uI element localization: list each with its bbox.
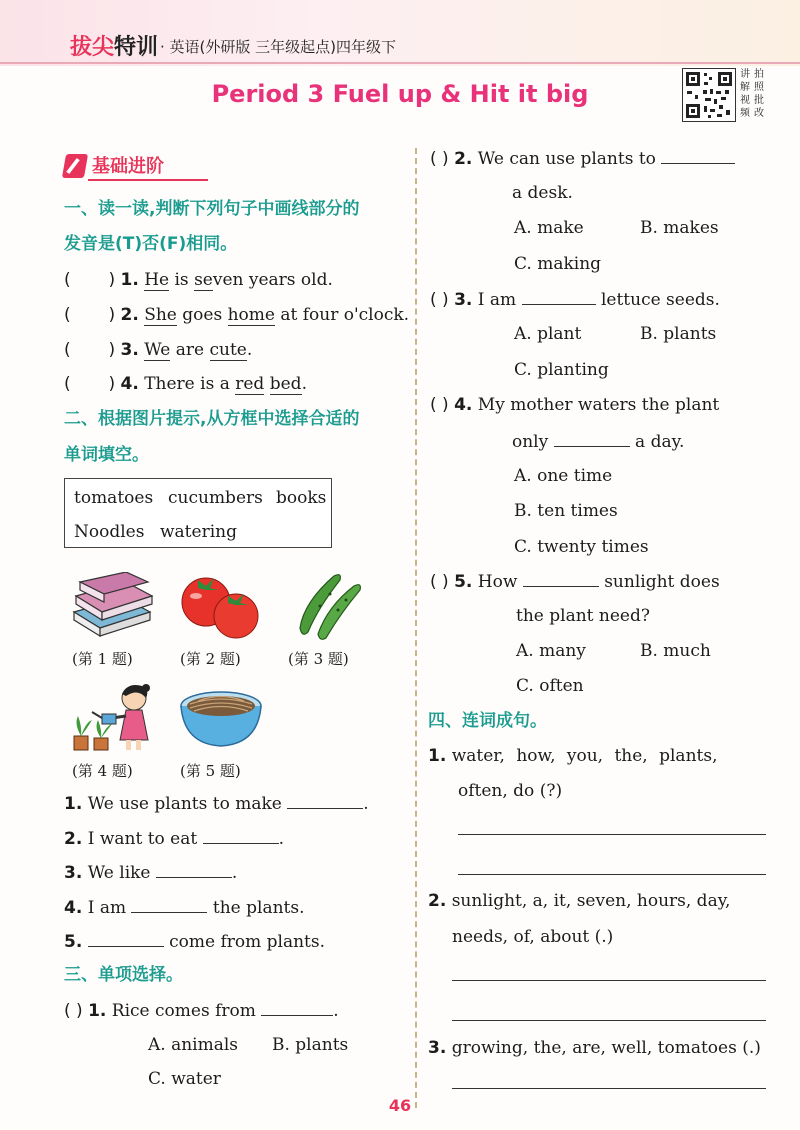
item-number: 2. bbox=[120, 305, 139, 325]
word-bank-word: Noodles bbox=[74, 522, 145, 542]
answer-blank bbox=[523, 570, 599, 587]
item-number: 4. bbox=[454, 395, 473, 415]
item-number: 3. bbox=[454, 290, 473, 310]
text: There is a bbox=[144, 374, 236, 394]
section2-heading-cont: 单词填空。 bbox=[64, 445, 149, 465]
qr-char: 批 bbox=[754, 95, 764, 106]
answer-paren[interactable]: ( ) bbox=[64, 340, 116, 360]
option-a[interactable]: A. plant bbox=[514, 324, 582, 344]
page-title: Period 3 Fuel up & Hit it big bbox=[211, 80, 589, 108]
underlined-word: He bbox=[144, 270, 170, 290]
answer-paren[interactable]: ( ) bbox=[64, 270, 116, 290]
word-bank-box bbox=[64, 478, 332, 548]
mc-question-4 bbox=[430, 394, 719, 416]
option-c[interactable]: C. often bbox=[516, 676, 584, 696]
option-b[interactable]: B. plants bbox=[640, 324, 717, 344]
text: is bbox=[169, 270, 195, 290]
section3-heading: 三、单项选择。 bbox=[64, 965, 183, 985]
answer-paren[interactable]: ( ) bbox=[430, 572, 449, 592]
word-bank-word: books bbox=[276, 488, 327, 508]
picture-caption-2: (第 2 题) bbox=[180, 650, 241, 668]
answer-blank bbox=[661, 147, 735, 164]
noodles-picture bbox=[178, 686, 264, 750]
text: lettuce seeds. bbox=[595, 290, 720, 310]
qr-char: 改 bbox=[754, 108, 764, 119]
item-number: 5. bbox=[454, 572, 473, 592]
fill-sentence-1 bbox=[64, 792, 369, 815]
answer-paren[interactable]: ( ) bbox=[64, 305, 116, 325]
word-bank-word: cucumbers bbox=[168, 488, 263, 508]
answer-line[interactable] bbox=[458, 834, 766, 835]
reorder-item-3 bbox=[428, 1037, 761, 1059]
answer-blank bbox=[261, 999, 333, 1016]
fill-sentence-2 bbox=[64, 827, 284, 850]
word-list: water, how, you, the, plants, bbox=[451, 746, 718, 766]
answer-line[interactable] bbox=[458, 874, 766, 875]
question-stem: We can use plants to bbox=[477, 149, 662, 169]
word-list-cont: needs, of, about (.) bbox=[452, 927, 614, 947]
text: ven years old. bbox=[212, 270, 333, 290]
item-number: 3. bbox=[64, 863, 83, 883]
question-stem-cont: a desk. bbox=[512, 183, 573, 203]
girl-watering-picture bbox=[68, 680, 160, 756]
badge-underline bbox=[88, 179, 208, 181]
qr-char: 解 bbox=[740, 82, 750, 93]
judge-item-4 bbox=[64, 373, 307, 395]
option-c[interactable]: C. planting bbox=[514, 360, 609, 380]
item-number: 4. bbox=[64, 898, 83, 918]
option-c[interactable]: C. twenty times bbox=[514, 537, 649, 557]
option-a[interactable]: A. make bbox=[514, 218, 584, 238]
mc-question-1 bbox=[64, 999, 339, 1022]
books-picture bbox=[68, 572, 154, 640]
question-stem: Rice comes from bbox=[111, 1001, 262, 1021]
text: . bbox=[278, 829, 285, 849]
text: I want to eat bbox=[87, 829, 203, 849]
text: I am bbox=[87, 898, 132, 918]
answer-paren[interactable]: ( ) bbox=[430, 395, 449, 415]
fill-sentence-5 bbox=[64, 930, 325, 953]
section1-heading-cont: 发音是(T)否(F)相同。 bbox=[64, 234, 238, 254]
text: . bbox=[333, 1001, 339, 1021]
section4-heading: 四、连词成句。 bbox=[428, 711, 547, 731]
qr-code-icon[interactable] bbox=[682, 68, 736, 122]
qr-char: 拍 bbox=[754, 69, 764, 80]
text: are bbox=[170, 340, 210, 360]
text: at four o'clock. bbox=[274, 305, 410, 325]
item-number: 2. bbox=[428, 891, 447, 911]
item-number: 1. bbox=[428, 746, 447, 766]
item-number: 1. bbox=[64, 794, 83, 814]
mc-question-5 bbox=[430, 570, 720, 593]
answer-blank bbox=[554, 430, 630, 447]
word-bank-word: tomatoes bbox=[74, 488, 154, 508]
text: come from plants. bbox=[163, 932, 325, 952]
underlined-word: We bbox=[144, 340, 171, 360]
question-stem-cont bbox=[512, 430, 684, 453]
option-b[interactable]: B. ten times bbox=[514, 501, 618, 521]
item-number: 4. bbox=[120, 374, 139, 394]
answer-line[interactable] bbox=[452, 1088, 766, 1089]
underlined-word: home bbox=[227, 305, 275, 325]
item-number: 2. bbox=[64, 829, 83, 849]
text: a day. bbox=[629, 432, 685, 452]
answer-paren[interactable]: ( ) bbox=[430, 290, 449, 310]
answer-blank[interactable] bbox=[156, 861, 232, 878]
item-number: 3. bbox=[120, 340, 139, 360]
reorder-item-1 bbox=[428, 745, 717, 767]
header-rule bbox=[0, 62, 800, 64]
qr-side-text bbox=[738, 68, 766, 120]
underlined-word: cute bbox=[209, 340, 247, 360]
item-number: 2. bbox=[454, 149, 473, 169]
option-c[interactable]: C. water bbox=[148, 1069, 221, 1089]
question-stem: My mother waters the plant bbox=[477, 395, 720, 415]
word-bank-word: watering bbox=[160, 522, 237, 542]
picture-caption-1: (第 1 题) bbox=[72, 650, 133, 668]
option-a[interactable]: A. one time bbox=[514, 466, 613, 486]
brand-logo bbox=[70, 30, 158, 61]
fill-sentence-4 bbox=[64, 896, 305, 919]
option-b[interactable]: B. plants bbox=[272, 1035, 349, 1055]
word-list: sunlight, a, it, seven, hours, day, bbox=[451, 891, 731, 911]
text: We use plants to make bbox=[87, 794, 288, 814]
item-number: 3. bbox=[428, 1038, 447, 1058]
option-a[interactable]: A. many bbox=[516, 641, 586, 661]
answer-paren[interactable]: ( ) bbox=[64, 374, 116, 394]
pencil-icon bbox=[62, 154, 88, 178]
book-subtitle: · 英语(外研版 三年级起点)四年级下 bbox=[160, 38, 397, 56]
item-number: 1. bbox=[120, 270, 139, 290]
text: . bbox=[363, 794, 369, 814]
judge-item-1 bbox=[64, 269, 333, 291]
brand-part-b: 特训 bbox=[114, 35, 159, 60]
cucumbers-picture bbox=[290, 566, 366, 642]
mc-question-2 bbox=[430, 147, 735, 170]
picture-caption-3: (第 3 题) bbox=[288, 650, 349, 668]
answer-blank[interactable] bbox=[88, 930, 164, 947]
section-badge bbox=[64, 152, 204, 180]
answer-blank bbox=[522, 288, 596, 305]
answer-line[interactable] bbox=[452, 1020, 766, 1021]
section1-heading: 一、读一读,判断下列句子中画线部分的 bbox=[64, 199, 360, 219]
column-divider bbox=[415, 148, 417, 1108]
text: sunlight does bbox=[598, 572, 720, 592]
answer-blank[interactable] bbox=[131, 896, 207, 913]
underlined-word: red bbox=[235, 374, 265, 394]
judge-item-2 bbox=[64, 304, 409, 326]
option-a[interactable]: A. animals bbox=[148, 1035, 239, 1055]
answer-blank[interactable] bbox=[203, 827, 279, 844]
text: . bbox=[246, 340, 253, 360]
text: only bbox=[512, 432, 554, 452]
answer-blank[interactable] bbox=[287, 792, 363, 809]
text: the plants. bbox=[207, 898, 305, 918]
underlined-word: bed bbox=[269, 374, 302, 394]
judge-item-3 bbox=[64, 339, 252, 361]
text bbox=[264, 374, 269, 394]
tomatoes-picture bbox=[176, 572, 264, 640]
item-number: 1. bbox=[88, 1001, 107, 1021]
answer-paren[interactable]: ( ) bbox=[64, 1001, 83, 1021]
qr-char: 频 bbox=[740, 108, 750, 119]
text: We like bbox=[87, 863, 156, 883]
qr-char: 视 bbox=[740, 95, 750, 106]
answer-paren[interactable]: ( ) bbox=[430, 149, 449, 169]
text: goes bbox=[176, 305, 228, 325]
picture-caption-5: (第 5 题) bbox=[180, 762, 241, 780]
option-c[interactable]: C. making bbox=[514, 254, 602, 274]
qr-char: 照 bbox=[754, 82, 764, 93]
question-stem-cont: the plant need? bbox=[516, 606, 650, 626]
badge-label: 基础进阶 bbox=[92, 156, 164, 177]
option-b[interactable]: B. makes bbox=[640, 218, 719, 238]
brand-part-a: 拔尖 bbox=[70, 35, 115, 60]
item-number: 5. bbox=[64, 932, 83, 952]
option-b[interactable]: B. much bbox=[640, 641, 711, 661]
word-list: growing, the, are, well, tomatoes (.) bbox=[451, 1038, 761, 1058]
qr-char: 讲 bbox=[740, 69, 750, 80]
page-number: 46 bbox=[388, 1096, 412, 1115]
text: How bbox=[477, 572, 523, 592]
underlined-word: She bbox=[144, 305, 177, 325]
section2-heading: 二、根据图片提示,从方框中选择合适的 bbox=[64, 409, 360, 429]
underlined-word: se bbox=[194, 270, 213, 290]
word-list-cont: often, do (?) bbox=[458, 781, 563, 801]
picture-caption-4: (第 4 题) bbox=[72, 762, 133, 780]
text: . bbox=[231, 863, 238, 883]
text: . bbox=[301, 374, 307, 394]
question-stem: I am bbox=[477, 290, 522, 310]
mc-question-3 bbox=[430, 288, 720, 311]
answer-line[interactable] bbox=[452, 980, 766, 981]
reorder-item-2 bbox=[428, 890, 730, 912]
fill-sentence-3 bbox=[64, 861, 237, 884]
